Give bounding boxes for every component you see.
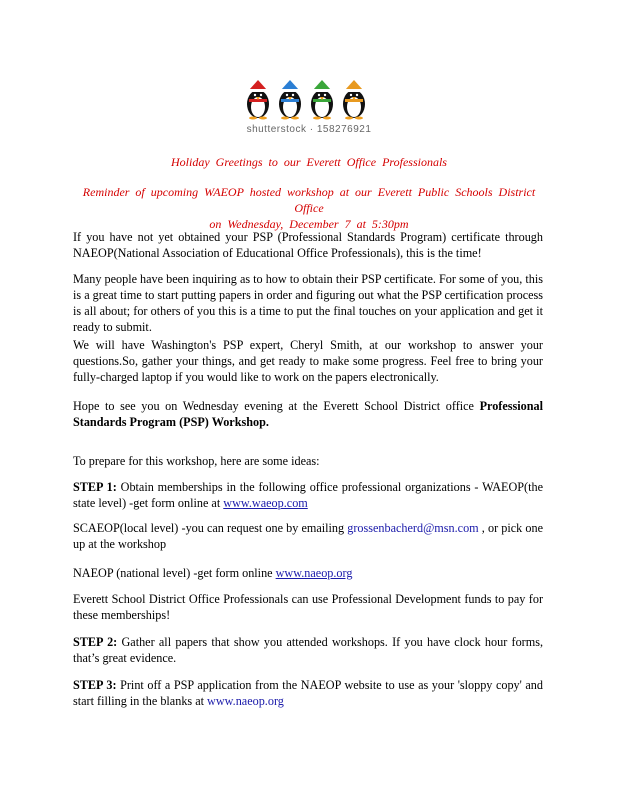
scaeop-body: SCAEOP(local level) -you can request one by emailing: [73, 521, 348, 535]
reminder-line: Reminder of upcoming WAEOP hosted workshop at our Everett Public Schools District Office: [82, 185, 536, 215]
expert-text: We will have Washington's PSP expert, Cheryl Smith, at our workshop to answer your questions.So, gather your things, and get ready to make some progress. Feel free to bring your fully-charged laptop if you would like to work on the papers electronically.: [73, 338, 543, 384]
naeop-body: NAEOP (national level) -get form online: [73, 566, 276, 580]
paragraph-hope: [73, 398, 543, 430]
step3-block: [73, 677, 543, 709]
greeting-line: Holiday Greetings to our Everett Office Professionals: [171, 155, 447, 169]
step2-label: STEP 2:: [73, 635, 118, 649]
penguin-blue-hat: [279, 80, 301, 120]
step2-text: [73, 634, 543, 666]
paragraph-inquiring: [73, 271, 543, 335]
naeop-block: [73, 565, 543, 581]
greeting-heading: [70, 154, 548, 170]
penguin-orange-hat: [343, 80, 365, 120]
step3-text: [73, 677, 543, 709]
funds-text: Everett School District Office Professionals can use Professional Development funds to pay for these memberships!: [73, 592, 543, 622]
naeop-text: [73, 565, 543, 581]
reminder-heading: [70, 184, 548, 232]
scaeop-text: [73, 520, 543, 552]
penguin-red-hat: [247, 80, 269, 120]
workshop-name: Professional Standards Program (PSP) Workshop.: [73, 399, 543, 429]
step1-block: [73, 479, 543, 511]
inquiring-text: Many people have been inquiring as to how to obtain their PSP certificate. For some of you, this is a great time to start putting papers in order and figuring out what the PSP certification process is all about; for others of you this is a time to put the final touches on your application and get it ready to submit.: [73, 272, 543, 334]
step1-label: STEP 1:: [73, 480, 117, 494]
naeop-link[interactable]: www.naeop.org: [275, 566, 353, 580]
hope-plain: Hope to see you on Wednesday evening at the Everett School District office: [73, 399, 480, 413]
step2-body: Gather all papers that show you attended workshops. If you have clock hour forms, that’s great evidence.: [73, 635, 543, 665]
intro-text: If you have not yet obtained your PSP (Professional Standards Program) certificate through NAEOP(National Association of Educational Office Professionals), this is the time!: [73, 230, 543, 260]
scaeop-email-link[interactable]: grossenbacherd@msn.com: [347, 521, 479, 535]
paragraph-expert: [73, 337, 543, 385]
hope-text: [73, 398, 543, 430]
step3-label: STEP 3:: [73, 678, 117, 692]
penguin-green-hat: [311, 80, 333, 120]
penguins-illustration: [241, 80, 373, 120]
naeop-link-2[interactable]: www.naeop.org: [207, 694, 284, 708]
step2-block: [73, 634, 543, 666]
paragraph-prepare: [73, 453, 543, 469]
step3-body: Print off a PSP application from the NAEOP website to use as your 'sloppy copy' and start filling in the blanks at: [73, 678, 543, 708]
paragraph-intro: [73, 229, 543, 261]
date-line: on Wednesday, December 7 at 5:30pm: [209, 217, 409, 231]
scaeop-tail: , or pick one up at the workshop: [73, 521, 543, 551]
scaeop-block: [73, 520, 543, 552]
step1-text: [73, 479, 543, 511]
image-credit: shutterstock · 158276921: [246, 124, 372, 135]
prepare-text: To prepare for this workshop, here are some ideas:: [73, 454, 320, 468]
step1-body: Obtain memberships in the following office professional organizations - WAEOP(the state level) -get form online at: [73, 480, 544, 510]
funds-block: [73, 591, 543, 623]
waeop-link[interactable]: www.waeop.com: [223, 496, 308, 510]
